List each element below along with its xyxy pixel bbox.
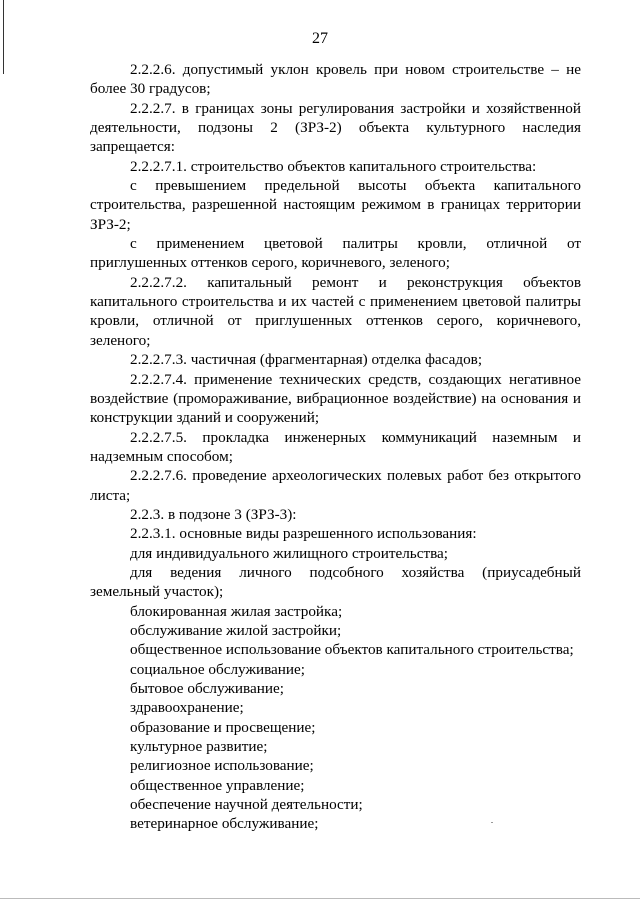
list-item-use: блокированная жилая застройка; <box>130 602 343 620</box>
paragraph-2-2-2-6: 2.2.2.6. допустимый уклон кровель при новом строительстве – не более 30 градусов; <box>90 61 581 98</box>
paragraph-2-2-2-7-2: 2.2.2.7.2. капитальный ремонт и реконструкция объектов капитального строительства и их частей с применением цветовой палитры кровли, отличной от приглушенных оттенков серого, коричневого, зеленого; <box>90 273 581 349</box>
list-item-use: образование и просвещение; <box>130 718 316 736</box>
list-item-use: общественное управление; <box>130 776 305 794</box>
paragraph-2-2-3-1: 2.2.3.1. основные виды разрешенного использования: <box>130 525 477 543</box>
page-number: 27 <box>312 30 328 47</box>
paragraph-2-2-2-7-4: 2.2.2.7.4. применение технических средств, создающих негативное воздействие (промораживание, вибрационное воздействие) на основания и конструкции зданий и сооружений; <box>90 370 581 427</box>
list-item-use: для ведения личного подсобного хозяйства (приусадебный земельный участок); <box>90 563 581 601</box>
list-item-use: для индивидуального жилищного строительства; <box>130 544 449 562</box>
paragraph-2-2-2-7-3: 2.2.2.7.3. частичная (фрагментарная) отделка фасадов; <box>130 351 483 369</box>
list-item-use: бытовое обслуживание; <box>130 680 284 697</box>
list-item-use: социальное обслуживание; <box>130 660 305 678</box>
list-item-use: обслуживание жилой застройки; <box>130 621 342 639</box>
list-item-use: общественное использование объектов капитального строительства; <box>130 641 574 659</box>
paragraph-2-2-2-7-1: 2.2.2.7.1. строительство объектов капитального строительства: <box>130 157 537 175</box>
paragraph-2-2-2-7-5: 2.2.2.7.5. прокладка инженерных коммуникаций наземным и надземным способом; <box>90 428 581 465</box>
list-item-use: обеспечение научной деятельности; <box>130 796 363 814</box>
list-item-use: религиозное использование; <box>130 757 314 775</box>
list-item-use: культурное развитие; <box>130 738 268 756</box>
list-item-use: здравоохранение; <box>130 699 244 717</box>
list-item-roof-color: с применением цветовой палитры кровли, отличной от приглушенных оттенков серого, коричневого, зеленого; <box>90 235 581 272</box>
scan-speck <box>491 822 493 823</box>
list-item-height-limit: с превышением предельной высоты объекта капитального строительства, разрешенной настоящим режимом в границах территории ЗРЗ-2; <box>90 177 581 233</box>
paragraph-2-2-2-7: 2.2.2.7. в границах зоны регулирования застройки и хозяйственной деятельности, подзоны 2 (ЗРЗ-2) объекта культурного наследия запрещается: <box>90 99 581 156</box>
paragraph-2-2-3: 2.2.3. в подзоне 3 (ЗРЗ-3): <box>130 505 297 523</box>
list-item-use: ветеринарное обслуживание; <box>130 815 319 833</box>
paragraph-2-2-2-7-6: 2.2.2.7.6. проведение археологических полевых работ без открытого листа; <box>90 467 581 504</box>
document-body <box>90 60 581 834</box>
scan-bottom-edge <box>0 898 640 899</box>
